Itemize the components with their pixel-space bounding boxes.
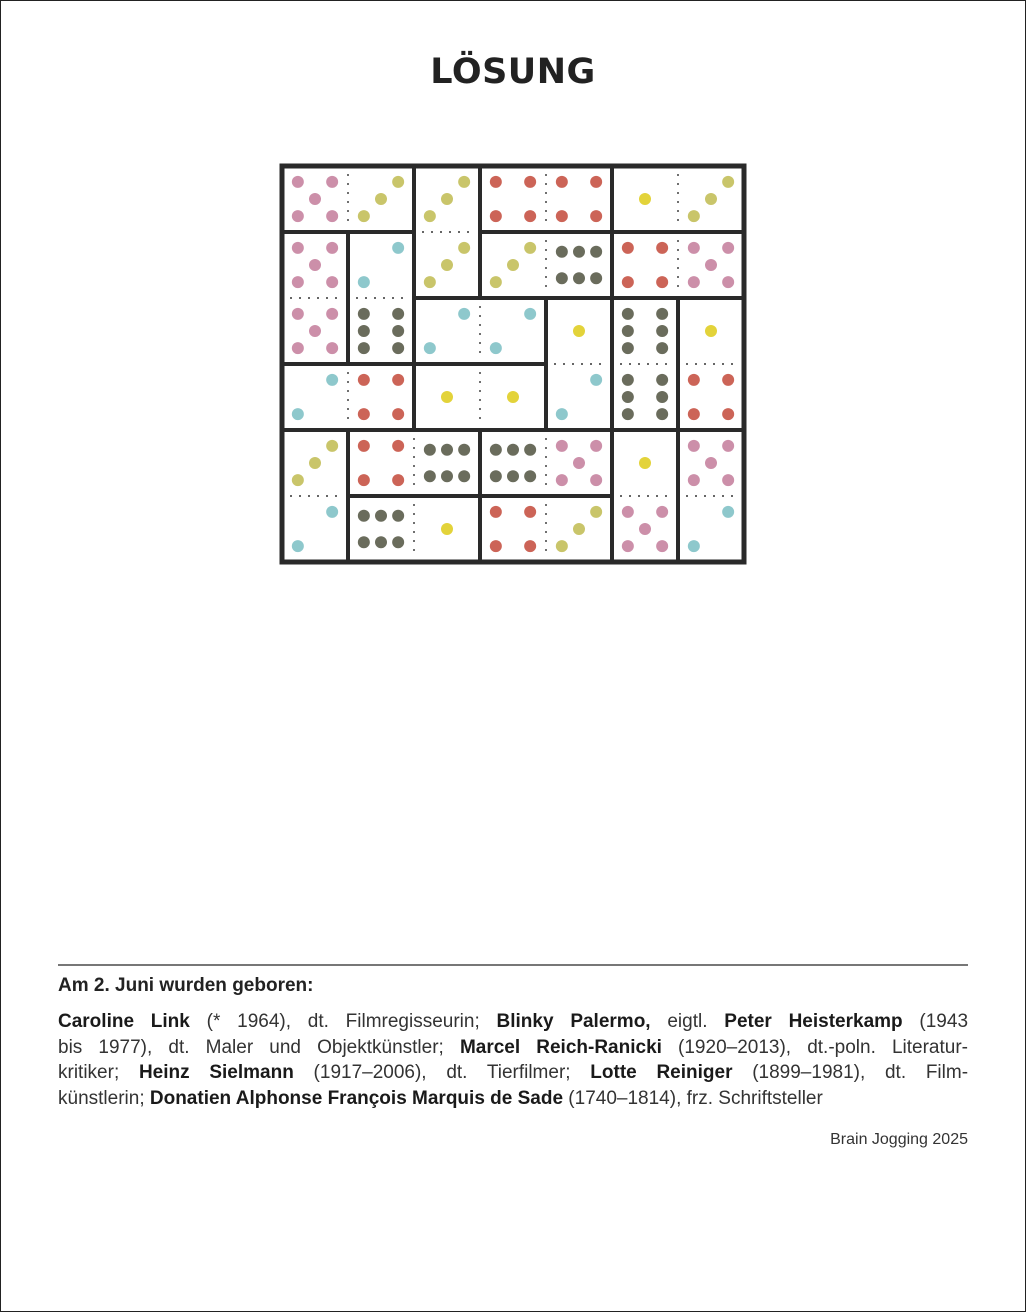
domino-pip <box>326 342 338 354</box>
domino-pip <box>326 308 338 320</box>
domino-pip <box>326 176 338 188</box>
domino-pip <box>590 246 602 258</box>
domino-pip <box>722 176 734 188</box>
domino-pip <box>292 276 304 288</box>
domino-pip <box>292 474 304 486</box>
domino-pip <box>490 210 502 222</box>
text-segment: künstlerin; <box>58 1087 150 1109</box>
domino-pip <box>292 210 304 222</box>
domino-pip <box>424 276 436 288</box>
domino-pip <box>590 210 602 222</box>
domino-pip <box>424 444 436 456</box>
domino-pip <box>358 374 370 386</box>
domino-pip <box>556 408 568 420</box>
domino-pip <box>358 510 370 522</box>
domino-pip <box>524 540 536 552</box>
text-segment: (1920–2013), dt.-poln. Literatur- <box>661 1036 968 1058</box>
domino-pip <box>358 408 370 420</box>
domino-pip <box>441 259 453 271</box>
domino-pip <box>358 474 370 486</box>
domino-pip <box>556 474 568 486</box>
domino-pip <box>490 506 502 518</box>
domino-pip <box>590 506 602 518</box>
domino-pip <box>622 408 634 420</box>
domino-pip <box>622 276 634 288</box>
domino-pip <box>688 210 700 222</box>
domino-pip <box>524 444 536 456</box>
domino-pip <box>358 276 370 288</box>
domino-pip <box>688 440 700 452</box>
domino-pip <box>507 391 519 403</box>
domino-pip <box>688 474 700 486</box>
domino-pip <box>573 457 585 469</box>
domino-pip <box>622 342 634 354</box>
domino-pip <box>358 536 370 548</box>
domino-pip <box>441 193 453 205</box>
domino-pip <box>688 276 700 288</box>
birthdays-heading: Am 2. Juni wurden geboren: <box>58 975 314 996</box>
domino-pip <box>688 408 700 420</box>
domino-pip <box>292 342 304 354</box>
domino-pip <box>392 510 404 522</box>
domino-pip <box>358 308 370 320</box>
text-segment: (1899–1981), dt. Film- <box>732 1062 969 1083</box>
domino-pip <box>590 474 602 486</box>
domino-pip <box>524 210 536 222</box>
domino-pip <box>507 259 519 271</box>
domino-pip <box>424 342 436 354</box>
domino-pip <box>458 242 470 254</box>
domino-pip <box>705 325 717 337</box>
domino-pip <box>309 325 321 337</box>
domino-pip <box>622 506 634 518</box>
domino-pip <box>524 308 536 320</box>
domino-pip <box>639 523 651 535</box>
domino-pip <box>424 470 436 482</box>
domino-pip <box>326 506 338 518</box>
domino-pip <box>358 325 370 337</box>
domino-pip <box>556 246 568 258</box>
domino-pip <box>622 242 634 254</box>
domino-pip <box>309 259 321 271</box>
domino-pip <box>590 272 602 284</box>
domino-pip <box>326 242 338 254</box>
domino-pip <box>375 536 387 548</box>
domino-pip <box>656 374 668 386</box>
domino-pip <box>292 408 304 420</box>
domino-pip <box>705 259 717 271</box>
domino-pip <box>622 540 634 552</box>
domino-pip <box>656 540 668 552</box>
domino-pip <box>458 308 470 320</box>
domino-pip <box>424 210 436 222</box>
domino-pip <box>392 308 404 320</box>
domino-pip <box>392 536 404 548</box>
domino-puzzle-grid <box>279 163 747 565</box>
domino-pip <box>358 342 370 354</box>
text-segment: eigtl. <box>650 1011 725 1032</box>
divider-line <box>58 964 968 966</box>
domino-pip <box>688 374 700 386</box>
domino-pip <box>375 510 387 522</box>
domino-pip <box>556 210 568 222</box>
domino-pip <box>309 457 321 469</box>
domino-pip <box>590 440 602 452</box>
domino-pip <box>441 391 453 403</box>
domino-pip <box>639 193 651 205</box>
domino-pip <box>392 474 404 486</box>
domino-pip <box>490 540 502 552</box>
domino-pip <box>573 325 585 337</box>
domino-pip <box>722 474 734 486</box>
domino-pip <box>622 374 634 386</box>
person-name: Blinky Palermo, <box>496 1011 651 1032</box>
text-segment: (1917–2006), dt. Tierfilmer; <box>293 1062 591 1083</box>
domino-pip <box>656 391 668 403</box>
domino-pip <box>507 470 519 482</box>
text-line <box>58 1009 968 1035</box>
domino-pip <box>392 176 404 188</box>
domino-pip <box>722 440 734 452</box>
domino-pip <box>326 374 338 386</box>
domino-pip <box>722 408 734 420</box>
domino-pip <box>656 342 668 354</box>
domino-pip <box>656 242 668 254</box>
domino-pip <box>326 440 338 452</box>
domino-pip <box>656 308 668 320</box>
domino-pip <box>722 374 734 386</box>
domino-pip <box>590 374 602 386</box>
text-line <box>58 1060 968 1086</box>
domino-pip <box>441 470 453 482</box>
domino-pip <box>326 276 338 288</box>
domino-pip <box>656 276 668 288</box>
domino-pip <box>490 342 502 354</box>
domino-pip <box>622 308 634 320</box>
domino-pip <box>292 176 304 188</box>
domino-pip <box>524 506 536 518</box>
domino-pip <box>722 276 734 288</box>
domino-pip <box>507 444 519 456</box>
domino-pip <box>656 506 668 518</box>
person-name: Caroline Link <box>58 1011 190 1032</box>
domino-pip <box>458 444 470 456</box>
domino-pip <box>705 457 717 469</box>
domino-pip <box>392 242 404 254</box>
domino-pip <box>524 470 536 482</box>
domino-pip <box>292 242 304 254</box>
person-name: Marcel Reich-Ranicki <box>459 1036 662 1058</box>
domino-pip <box>524 176 536 188</box>
domino-pip <box>490 444 502 456</box>
domino-pip <box>358 440 370 452</box>
text-segment: kritiker; <box>58 1062 139 1083</box>
domino-pip <box>392 408 404 420</box>
domino-pip <box>722 242 734 254</box>
domino-pip <box>524 242 536 254</box>
domino-pip <box>392 440 404 452</box>
domino-pip <box>556 440 568 452</box>
domino-pip <box>392 342 404 354</box>
domino-pip <box>441 523 453 535</box>
text-segment: bis 1977), dt. Maler und Objektkünstler; <box>58 1036 460 1058</box>
domino-pip <box>622 325 634 337</box>
domino-pip <box>556 272 568 284</box>
person-name: Peter Heisterkamp <box>724 1011 903 1032</box>
domino-pip <box>490 470 502 482</box>
domino-pip <box>639 457 651 469</box>
domino-pip <box>705 193 717 205</box>
domino-pip <box>656 408 668 420</box>
text-segment: (1943 <box>902 1011 969 1032</box>
domino-pip <box>656 325 668 337</box>
domino-pip <box>722 506 734 518</box>
domino-pip <box>292 540 304 552</box>
page-title: LÖSUNG <box>430 52 596 92</box>
domino-pip <box>573 246 585 258</box>
domino-pip <box>688 242 700 254</box>
domino-pip <box>556 176 568 188</box>
footer-credit: Brain Jogging 2025 <box>830 1131 968 1148</box>
domino-pip <box>458 470 470 482</box>
domino-pip <box>590 176 602 188</box>
text-line <box>58 1086 968 1112</box>
domino-pip <box>490 276 502 288</box>
domino-pip <box>392 374 404 386</box>
person-name: Heinz Sielmann <box>138 1062 294 1083</box>
domino-pip <box>573 523 585 535</box>
domino-pip <box>326 210 338 222</box>
domino-pip <box>375 193 387 205</box>
text-segment: (* 1964), dt. Filmregisseurin; <box>189 1011 497 1032</box>
domino-pip <box>392 325 404 337</box>
birthdays-text <box>58 1009 968 1111</box>
domino-pip <box>292 308 304 320</box>
domino-pip <box>688 540 700 552</box>
person-name: Donatien Alphonse François Marquis de Sade <box>149 1087 564 1109</box>
domino-pip <box>573 272 585 284</box>
domino-pip <box>458 176 470 188</box>
domino-pip <box>622 391 634 403</box>
domino-pip <box>441 444 453 456</box>
domino-pip <box>309 193 321 205</box>
domino-pip <box>556 540 568 552</box>
text-line <box>58 1035 968 1061</box>
text-segment: (1740–1814), frz. Schriftsteller <box>563 1087 823 1109</box>
domino-pip <box>490 176 502 188</box>
domino-pip <box>358 210 370 222</box>
person-name: Lotte Reiniger <box>590 1062 733 1083</box>
